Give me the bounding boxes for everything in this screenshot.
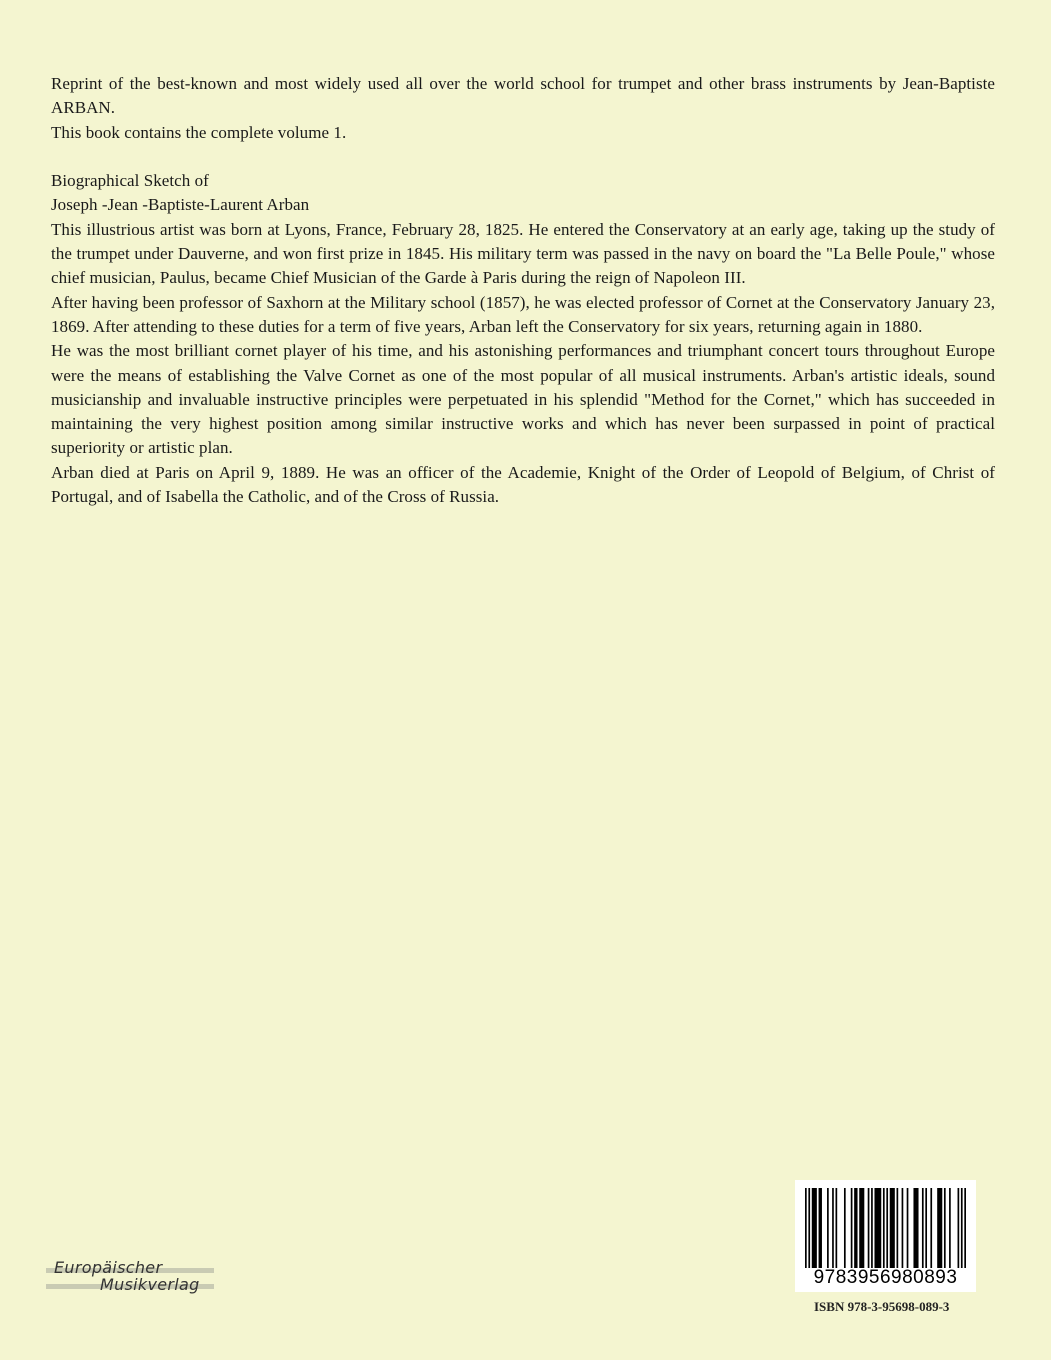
- barcode: [795, 1180, 976, 1292]
- barcode-bars: [805, 1188, 966, 1268]
- barcode-bar: [913, 1188, 918, 1268]
- barcode-bar: [859, 1188, 864, 1268]
- barcode-bar: [851, 1188, 853, 1268]
- back-cover-text: [51, 72, 995, 509]
- barcode-bar: [854, 1188, 857, 1268]
- barcode-bar: [922, 1188, 924, 1268]
- barcode-bar: [819, 1188, 822, 1268]
- barcode-number: 9783956980893: [813, 1267, 958, 1288]
- publisher-logo: [46, 1258, 218, 1298]
- intro-line-2: This book contains the complete volume 1.: [51, 122, 347, 142]
- barcode-bar: [827, 1188, 829, 1268]
- barcode-bar: [949, 1188, 951, 1268]
- bio-paragraph-2: After having been professor of Saxhorn at the Military school (1857), he was elected professor of Cornet at the Conservatory January 23, 1869. After attending to these duties for a term of five years, Arban left the Conservatory for six years, returning again in 1880.: [51, 292, 995, 336]
- barcode-bar: [874, 1188, 881, 1268]
- barcode-bar: [836, 1188, 838, 1268]
- barcode-bar: [832, 1188, 834, 1268]
- bio-paragraph-3: He was the most brilliant cornet player of his time, and his astonishing performances and triumphant concert tours throughout Europe were the means of establishing the Valve Cornet as one of the most popular of all musical instruments. Arban's artistic ideals, sound musicianship and invaluable instructive principles were perpetuated in his splendid "Method for the Cornet," which has succeeded in maintaining the very highest position among similar instructive works and which has never been surpassed in point of practical superiority or artistic plan.: [51, 341, 995, 458]
- bio-heading-2: Joseph -Jean -Baptiste-Laurent Arban: [51, 195, 310, 215]
- bio-paragraph-4: Arban died at Paris on April 9, 1889. He was an officer of the Academie, Knight of the Order of Leopold of Belgium, of Christ of Portugal, and of Isabella the Catholic, and of the Cross of Russia.: [51, 462, 995, 507]
- barcode-bar: [844, 1188, 846, 1268]
- barcode-bar: [907, 1188, 909, 1268]
- barcode-bar: [897, 1188, 899, 1268]
- barcode-bar: [890, 1188, 895, 1268]
- barcode-bar: [808, 1188, 810, 1268]
- barcode-bar: [925, 1188, 927, 1268]
- barcode-bar: [964, 1188, 966, 1268]
- barcode-bar: [937, 1188, 942, 1268]
- isbn-label: ISBN 978-3-95698-089-3: [814, 1299, 950, 1314]
- barcode-bar: [812, 1188, 817, 1268]
- barcode-bar: [805, 1188, 807, 1268]
- barcode-bar: [871, 1188, 873, 1268]
- spacer: [51, 145, 995, 169]
- barcode-bar: [868, 1188, 870, 1268]
- logo-line-1: Europäischer: [54, 1258, 163, 1277]
- bio-paragraph-1: This illustrious artist was born at Lyons, France, February 28, 1825. He entered the Conservatory at an early age, taking up the study of the trumpet under Dauverne, and won first prize in 1845. His military term was passed in the navy on board the "La Belle Poule," whose chief musician, Paulus, became Chief Musician of the Garde à Paris during the reign of Napoleon III.: [51, 219, 995, 288]
- barcode-bar: [883, 1188, 885, 1268]
- intro-line-1: Reprint of the best-known and most widely used all over the world school for trumpet and other brass instruments by Jean-Baptiste ARBAN.: [51, 74, 995, 118]
- barcode-bar: [944, 1188, 946, 1268]
- logo-line-2: Musikverlag: [100, 1275, 200, 1294]
- barcode-bar: [902, 1188, 904, 1268]
- barcode-bar: [961, 1188, 963, 1268]
- barcode-bar: [930, 1188, 932, 1268]
- bio-heading-1: Biographical Sketch of: [51, 171, 209, 191]
- barcode-bar: [886, 1188, 888, 1268]
- barcode-bar: [958, 1188, 960, 1268]
